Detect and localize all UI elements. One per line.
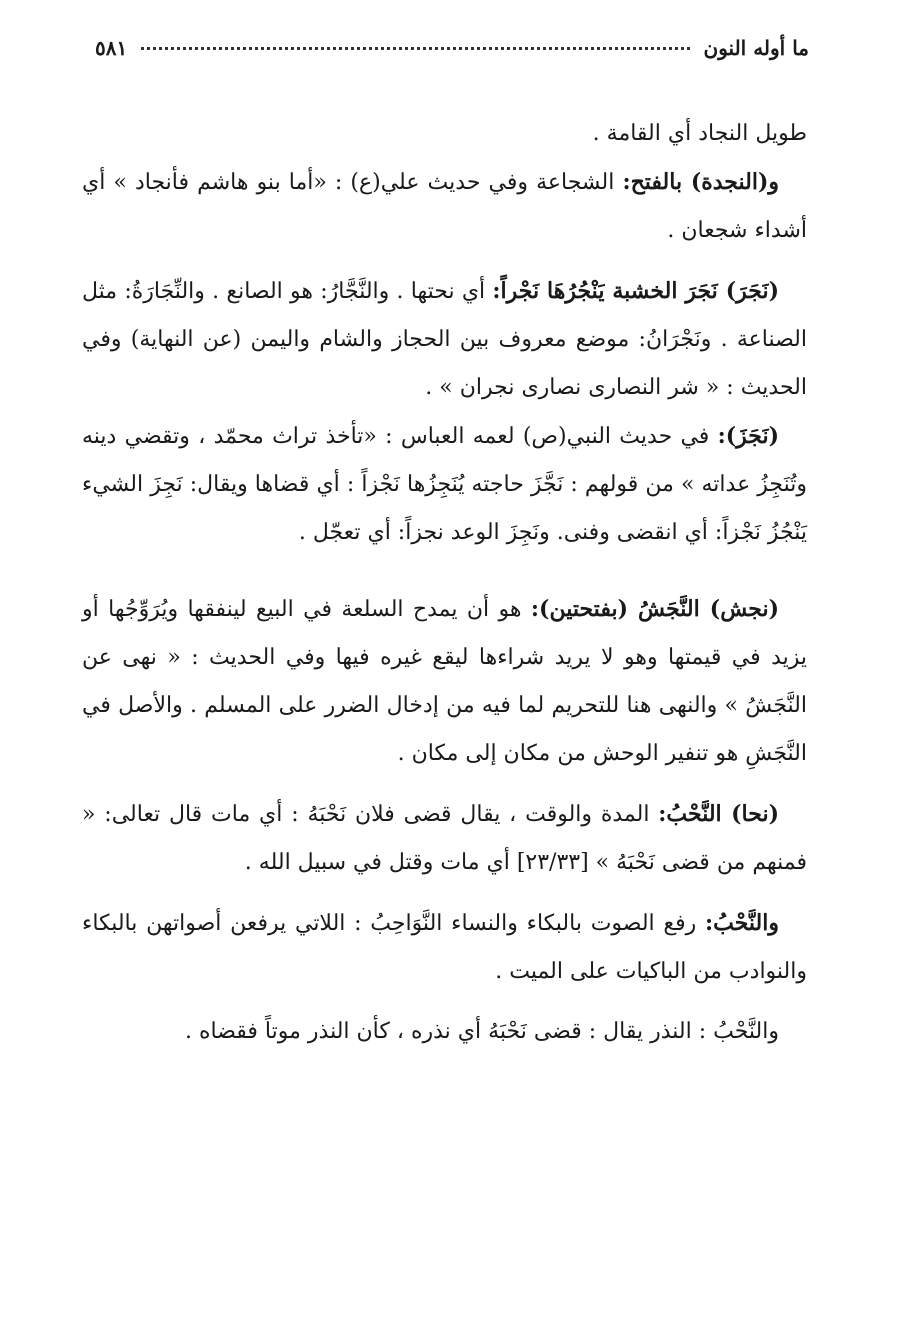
leader-dots [141,47,689,50]
page-header [95,30,809,66]
entry-najar [82,267,807,412]
entry-text: في حديث النبي(ص) لعمه العباس : «تأخذ تراث محمّد ، وتقضي دينه وتُنَجِزُ عداته » من قولهم : نَجَّزَ حاجته يُنَجِزُها نَجْزاً : أي قضاها ويقال: نَجِزَ الشيء يَنْجُزُ نَجْزاً: أي انقضى وفنى. ونَجِزَ الوعد نجزاً: أي تعجّل . [82,424,807,545]
paragraph-qama [82,110,807,158]
entry-text: رفع الصوت بالبكاء والنساء النَّوَاحِبُ : اللاتي يرفعن أصواتهن بالبكاء والنوادب من الباكيات على الميت . [82,911,807,984]
entry-nahb-vow [82,1008,807,1056]
entry-headword: (نَجَزَ): [717,423,779,449]
entry-headword: (نَجَرَ) نَجَرَ الخشبة يَنْجُرُهَا نَجْراً: [492,278,780,304]
entry-text: الشجاعة وفي حديث علي(ع) : «أما بنو هاشم فأنجاد » أي أشداء شجعان . [82,170,807,243]
entry-text: المدة والوقت ، يقال قضى فلان نَحْبَهُ : أي مات قال تعالى: « فمنهم من قضى نَحْبَهُ » [٢٣/٣٣] أي مات وقتل في سبيل الله . [82,802,807,875]
entry-nahb [82,790,807,887]
page-body [82,110,807,1056]
entry-najaz [82,412,807,557]
entry-headword: و(النجدة) بالفتح: [622,169,779,195]
entry-najash [82,585,807,778]
chapter-title: ما أوله النون [703,36,809,60]
entry-headword: والنَّحْبُ: [704,910,779,936]
entry-najda [82,158,807,255]
text-run: طويل النجاد أي القامة . [592,121,807,146]
page-number: ٥٨١ [95,36,128,60]
entry-nahb-weeping [82,899,807,996]
entry-text: والنَّحْبُ : النذر يقال : قضى نَحْبَهُ أي نذره ، كأن النذر موتاً فقضاه . [185,1019,779,1044]
entry-text: أي نحتها . والنَّجَّارُ: هو الصانع . والنِّجَارَةُ: مثل الصناعة . ونَجْرَانُ: موضع معروف بين الحجاز والشام واليمن (عن النهاية) وفي الحديث : « شر النصارى نصارى نجران » . [82,279,807,400]
entry-headword: (نجش) النَّجَشُ (بفتحتين): [530,596,779,622]
entry-headword: (نحا) النَّحْبُ: [658,801,779,827]
entry-text: هو أن يمدح السلعة في البيع لينفقها ويُرَوِّجُها أو يزيد في قيمتها وهو لا يريد شراءها ليقع غيره فيها وفي الحديث : « نهى عن النَّجَشُ » والنهى هنا للتحريم لما فيه من إدخال الضرر على المسلم . والأصل في النَّجَشِ هو تنفير الوحش من مكان إلى مكان . [82,597,807,766]
